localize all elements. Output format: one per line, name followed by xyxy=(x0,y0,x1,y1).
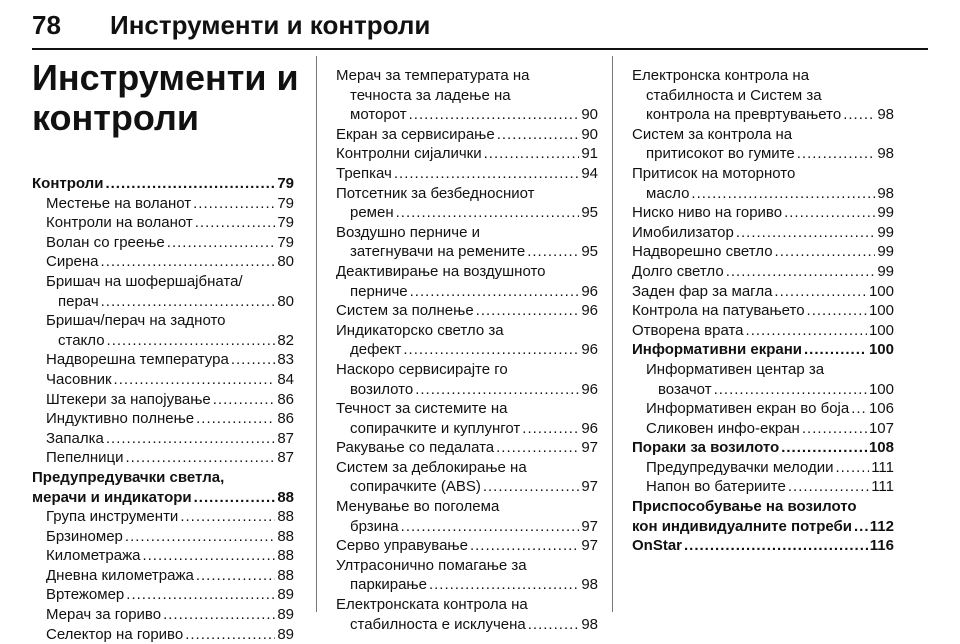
toc-entry[interactable] xyxy=(32,625,294,644)
toc-entry-label: стабилноста и Систем за xyxy=(646,86,822,104)
toc-column-1 xyxy=(32,174,294,644)
running-title: Инструменти и контроли xyxy=(110,10,431,40)
toc-entry-label: Контролни сијалички xyxy=(336,145,482,163)
toc-page-number: 86 xyxy=(277,410,294,428)
toc-entry[interactable] xyxy=(632,399,894,419)
dot-leader xyxy=(691,184,875,204)
dot-leader xyxy=(194,488,276,508)
toc-page-number: 96 xyxy=(581,302,598,320)
toc-page-number: 98 xyxy=(877,145,894,163)
dot-leader xyxy=(196,409,275,429)
toc-entry-line xyxy=(32,311,294,331)
toc-page-number: 98 xyxy=(581,576,598,594)
dot-leader xyxy=(851,399,867,419)
toc-entry-label: Информативен центар за xyxy=(646,360,825,378)
dot-leader xyxy=(193,194,275,214)
toc-entry-line xyxy=(632,86,894,106)
toc-entry-label: Ракување со педалата xyxy=(336,439,495,457)
toc-entry-line xyxy=(632,125,894,145)
dot-leader xyxy=(797,144,876,164)
toc-entry-line xyxy=(336,223,598,243)
toc-page-number: 107 xyxy=(868,419,894,437)
toc-page-number: 97 xyxy=(581,478,598,496)
dot-leader xyxy=(106,429,275,449)
toc-entry[interactable] xyxy=(32,429,294,449)
toc-page-number: 112 xyxy=(869,517,894,535)
toc-entry-label: возилото xyxy=(350,380,414,398)
toc-entry-label: Селектор на гориво xyxy=(46,625,184,643)
toc-entry-label: Деактивирање на воздушното xyxy=(336,262,546,280)
dot-leader xyxy=(126,585,275,605)
page-header xyxy=(32,0,928,52)
page-title: Инструменти и контроли xyxy=(32,57,299,138)
toc-entry-label: моторот xyxy=(350,106,407,124)
toc-entry-label: Контроли на воланот xyxy=(46,214,193,232)
toc-entry-label: Систем за полнење xyxy=(336,302,474,320)
toc-entry[interactable] xyxy=(632,282,894,302)
toc-page-number: 97 xyxy=(581,517,598,535)
toc-page-number: 90 xyxy=(581,106,598,124)
toc-page-number: 79 xyxy=(277,214,294,232)
dot-leader xyxy=(684,536,868,556)
dot-leader xyxy=(180,507,275,527)
toc-page-number: 89 xyxy=(277,625,294,643)
toc-entry-label: дефект xyxy=(350,341,402,359)
toc-entry-label: стакло xyxy=(58,331,105,349)
toc-page-number: 97 xyxy=(581,439,598,457)
toc-page-number: 88 xyxy=(277,547,294,565)
toc-entry[interactable] xyxy=(632,184,894,204)
dot-leader xyxy=(101,292,276,312)
toc-entry-label: Предупредувачки светла, xyxy=(32,468,225,486)
toc-entry-label: течноста за ладење на xyxy=(350,86,511,104)
toc-entry-label: Приспособување на возилото xyxy=(632,498,857,516)
toc-entry[interactable] xyxy=(32,566,294,586)
toc-entry[interactable] xyxy=(632,242,894,262)
toc-entry[interactable] xyxy=(632,223,894,243)
toc-entry[interactable] xyxy=(336,105,598,125)
toc-entry-label: Течност за системите на xyxy=(336,400,508,418)
toc-entry-line xyxy=(32,468,294,488)
toc-entry-label: Воздушно перниче и xyxy=(336,223,480,241)
dot-leader xyxy=(775,242,876,262)
toc-entry-label: стабилноста е исклучена xyxy=(350,615,526,633)
toc-entry-label: брзина xyxy=(350,517,399,535)
toc-entry[interactable] xyxy=(32,252,294,272)
toc-page-number: 97 xyxy=(581,537,598,555)
toc-entry[interactable] xyxy=(32,488,294,508)
toc-page-number: 100 xyxy=(868,341,894,359)
toc-entry[interactable] xyxy=(336,615,598,635)
toc-page-number: 95 xyxy=(581,204,598,222)
dot-leader xyxy=(781,438,867,458)
toc-entry-line xyxy=(632,164,894,184)
toc-entry-label: Систем за деблокирање на xyxy=(336,458,527,476)
toc-page-number: 111 xyxy=(871,458,894,476)
toc-entry-label: Имобилизатор xyxy=(632,223,734,241)
toc-entry-label: Надворешна температура xyxy=(46,351,229,369)
toc-entry-line xyxy=(336,595,598,615)
toc-entry-label: затегнувачи на ремените xyxy=(350,243,526,261)
dot-leader xyxy=(410,282,580,302)
toc-entry-label: Сирена xyxy=(46,253,99,271)
toc-entry-label: Екран за сервисирање xyxy=(336,125,495,143)
toc-entry[interactable] xyxy=(336,125,598,145)
toc-entry-label: Предупредувачки мелодии xyxy=(646,458,834,476)
toc-entry-label: Часовник xyxy=(46,370,112,388)
toc-entry[interactable] xyxy=(32,585,294,605)
toc-page-number: 82 xyxy=(277,331,294,349)
toc-entry[interactable] xyxy=(632,144,894,164)
dot-leader xyxy=(804,340,867,360)
toc-entry-label: Група инструменти xyxy=(46,508,179,526)
toc-entry-line xyxy=(336,321,598,341)
toc-entry-label: контрола на превртувањето xyxy=(646,106,842,124)
toc-entry-label: притисокот во гумите xyxy=(646,145,795,163)
toc-entry-label: Потсетник за безбедносниот xyxy=(336,184,535,202)
toc-entry-label: Серво управување xyxy=(336,537,468,555)
toc-entry-label: Мерач за температурата на xyxy=(336,67,530,84)
toc-entry-label: сопирачките и куплунгот xyxy=(350,419,521,437)
toc-entry-line xyxy=(336,262,598,282)
toc-entry[interactable] xyxy=(632,321,894,341)
dot-leader xyxy=(185,625,275,644)
toc-entry-label: Напон во батериите xyxy=(646,478,786,496)
toc-page-number: 100 xyxy=(868,302,894,320)
toc-entry-label: ремен xyxy=(350,204,394,222)
toc-entry[interactable] xyxy=(32,448,294,468)
toc-entry-line xyxy=(336,399,598,419)
dot-leader xyxy=(401,517,580,537)
toc-page-number: 111 xyxy=(871,478,894,496)
toc-entry[interactable] xyxy=(336,517,598,537)
toc-page-number: 79 xyxy=(277,175,294,192)
toc-entry[interactable] xyxy=(32,174,294,194)
toc-entry-label: Информативен екран во боја xyxy=(646,400,850,418)
toc-entry[interactable] xyxy=(336,164,598,184)
toc-entry[interactable] xyxy=(32,331,294,351)
toc-entry[interactable] xyxy=(32,350,294,370)
toc-entry-label: Долго светло xyxy=(632,262,724,280)
toc-entry-label: Вртежомер xyxy=(46,586,125,604)
toc-entry[interactable] xyxy=(632,262,894,282)
toc-entry-line xyxy=(336,86,598,106)
toc-entry-label: Запалка xyxy=(46,429,104,447)
toc-entry[interactable] xyxy=(336,536,598,556)
dot-leader xyxy=(835,458,869,478)
toc-page-number: 87 xyxy=(277,429,294,447)
toc-entry[interactable] xyxy=(632,340,894,360)
toc-entry[interactable] xyxy=(336,419,598,439)
toc-entry-label: Мерач за гориво xyxy=(46,606,162,624)
dot-leader xyxy=(802,419,867,439)
toc-entry-label: сопирачките (ABS) xyxy=(350,478,481,496)
toc-entry[interactable] xyxy=(632,105,894,125)
dot-leader xyxy=(231,350,276,370)
dot-leader xyxy=(101,252,276,272)
toc-page-number: 87 xyxy=(277,449,294,467)
toc-page-number: 96 xyxy=(581,380,598,398)
toc-entry[interactable] xyxy=(32,233,294,253)
dot-leader xyxy=(403,340,579,360)
toc-entry-label: Ниско ниво на гориво xyxy=(632,204,783,222)
toc-entry-line xyxy=(632,66,894,86)
toc-page-number: 98 xyxy=(581,615,598,633)
toc-entry-label: Брзиномер xyxy=(46,527,123,545)
toc-entry-label: кон индивидуалните потреби xyxy=(632,517,853,535)
dot-leader xyxy=(107,331,276,351)
toc-entry-line xyxy=(632,360,894,380)
toc-page-number: 99 xyxy=(877,262,894,280)
toc-page-number: 94 xyxy=(581,164,598,182)
dot-leader xyxy=(429,575,579,595)
toc-entry-label: мерачи и индикатори xyxy=(32,488,192,506)
toc-page-number: 108 xyxy=(868,439,894,457)
toc-column-2 xyxy=(336,66,598,634)
toc-entry[interactable] xyxy=(336,380,598,400)
toc-entry[interactable] xyxy=(32,527,294,547)
column-divider xyxy=(612,56,613,612)
toc-entry[interactable] xyxy=(336,282,598,302)
dot-leader xyxy=(497,125,580,145)
toc-entry[interactable] xyxy=(32,605,294,625)
toc-entry-label: Индуктивно полнење xyxy=(46,410,195,428)
toc-entry-line xyxy=(632,497,894,517)
toc-entry-label: Пепелници xyxy=(46,449,124,467)
toc-entry-label: возачот xyxy=(658,380,712,398)
toc-entry-label: Ултрасонично помагање за xyxy=(336,556,527,574)
toc-page-number: 100 xyxy=(868,380,894,398)
toc-entry-line xyxy=(336,184,598,204)
toc-entry-label: Отворена врата xyxy=(632,321,744,339)
toc-entry[interactable] xyxy=(32,292,294,312)
dot-leader xyxy=(774,282,867,302)
toc-page-number: 90 xyxy=(581,125,598,143)
toc-entry-label: Бришач на шофершајбната/ xyxy=(46,272,243,290)
toc-entry[interactable] xyxy=(32,390,294,410)
toc-entry-label: Трепкач xyxy=(336,164,392,182)
toc-entry-label: OnStar xyxy=(632,537,683,555)
dot-leader xyxy=(142,546,275,566)
dot-leader xyxy=(784,203,875,223)
dot-leader xyxy=(476,301,580,321)
dot-leader xyxy=(213,390,276,410)
toc-entry[interactable] xyxy=(32,370,294,390)
toc-page-number: 99 xyxy=(877,223,894,241)
dot-leader xyxy=(746,321,867,341)
toc-page-number: 89 xyxy=(277,586,294,604)
toc-page-number: 80 xyxy=(277,253,294,271)
header-rule xyxy=(32,48,928,50)
toc-page-number: 88 xyxy=(277,566,294,584)
toc-entry[interactable] xyxy=(632,517,894,537)
toc-entry[interactable] xyxy=(336,203,598,223)
dot-leader xyxy=(496,438,579,458)
toc-entry-label: Километража xyxy=(46,547,141,565)
toc-entry-label: Наскоро сервисирајте го xyxy=(336,360,508,378)
toc-page-number: 99 xyxy=(877,204,894,222)
toc-entry[interactable] xyxy=(632,301,894,321)
dot-leader xyxy=(125,448,275,468)
toc-page-number: 100 xyxy=(868,282,894,300)
toc-page-number: 91 xyxy=(581,145,598,163)
dot-leader xyxy=(807,301,867,321)
dot-leader xyxy=(726,262,876,282)
toc-page-number: 99 xyxy=(877,243,894,261)
toc-entry-label: Местење на воланот xyxy=(46,194,192,212)
toc-entry[interactable] xyxy=(336,242,598,262)
toc-entry[interactable] xyxy=(632,477,894,497)
toc-entry[interactable] xyxy=(32,546,294,566)
dot-leader xyxy=(125,527,275,547)
toc-page-number: 96 xyxy=(581,282,598,300)
toc-page-number: 96 xyxy=(581,341,598,359)
dot-leader xyxy=(854,517,868,537)
toc-entry[interactable] xyxy=(336,477,598,497)
dot-leader xyxy=(396,203,580,223)
toc-entry-label: Информативни екрани xyxy=(632,341,803,359)
toc-page-number: 88 xyxy=(277,488,294,506)
toc-entry-label: Заден фар за магла xyxy=(632,282,773,300)
toc-page-number: 106 xyxy=(868,400,894,418)
dot-leader xyxy=(394,164,579,184)
toc-entry[interactable] xyxy=(32,409,294,429)
toc-entry[interactable] xyxy=(632,536,894,556)
dot-leader xyxy=(484,144,580,164)
toc-entry-label: Електронска контрола на xyxy=(632,67,810,84)
dot-leader xyxy=(114,370,276,390)
dot-leader xyxy=(736,223,875,243)
toc-entry-line xyxy=(336,497,598,517)
toc-entry[interactable] xyxy=(632,380,894,400)
toc-entry-label: Бришач/перач на задното xyxy=(46,312,226,330)
toc-entry[interactable] xyxy=(336,301,598,321)
dot-leader xyxy=(415,380,579,400)
dot-leader xyxy=(196,566,275,586)
toc-entry[interactable] xyxy=(632,458,894,478)
dot-leader xyxy=(528,615,580,635)
toc-page-number: 88 xyxy=(277,508,294,526)
toc-entry[interactable] xyxy=(632,438,894,458)
toc-entry-label: Индикаторско светло за xyxy=(336,321,504,339)
toc-entry-label: Волан со греење xyxy=(46,233,165,251)
toc-entry-label: Дневна километража xyxy=(46,566,194,584)
toc-entry-label: Надворешно светло xyxy=(632,243,773,261)
toc-entry-label: Пораки за возилото xyxy=(632,439,780,457)
toc-page-number: 83 xyxy=(277,351,294,369)
toc-page-number: 96 xyxy=(581,419,598,437)
toc-entry-label: Систем за контрола на xyxy=(632,125,793,143)
toc-page-number: 79 xyxy=(277,194,294,212)
toc-entry[interactable] xyxy=(336,144,598,164)
toc-entry-label: Менување во поголема xyxy=(336,498,500,516)
toc-entry-line xyxy=(336,66,598,86)
toc-entry-label: масло xyxy=(646,184,690,202)
toc-page-number: 95 xyxy=(581,243,598,261)
toc-entry[interactable] xyxy=(632,203,894,223)
toc-entry-label: Контроли xyxy=(32,175,104,192)
toc-page-number: 116 xyxy=(869,537,894,555)
toc-entry[interactable] xyxy=(32,194,294,214)
toc-page-number: 88 xyxy=(277,527,294,545)
dot-leader xyxy=(195,213,276,233)
toc-entry[interactable] xyxy=(336,575,598,595)
toc-entry-label: Штекери за напојување xyxy=(46,390,211,408)
toc-entry-label: перниче xyxy=(350,282,408,300)
dot-leader xyxy=(409,105,580,125)
dot-leader xyxy=(163,605,275,625)
column-divider xyxy=(316,56,317,612)
toc-entry-label: Контрола на патувањето xyxy=(632,302,805,320)
toc-entry-label: перач xyxy=(58,292,99,310)
dot-leader xyxy=(167,233,276,253)
toc-entry-line xyxy=(336,458,598,478)
dot-leader xyxy=(522,419,579,439)
dot-leader xyxy=(714,380,867,400)
toc-page-number: 79 xyxy=(277,233,294,251)
toc-entry[interactable] xyxy=(336,438,598,458)
toc-entry[interactable] xyxy=(32,507,294,527)
toc-entry[interactable] xyxy=(336,340,598,360)
toc-entry-label: Електронската контрола на xyxy=(336,596,528,614)
toc-entry-label: Сликовен инфо-екран xyxy=(646,419,800,437)
toc-page-number: 84 xyxy=(277,370,294,388)
dot-leader xyxy=(788,477,869,497)
toc-column-3 xyxy=(632,66,894,556)
toc-page-number: 80 xyxy=(277,292,294,310)
toc-page-number: 89 xyxy=(277,606,294,624)
toc-entry-line xyxy=(336,360,598,380)
dot-leader xyxy=(527,242,579,262)
toc-entry[interactable] xyxy=(32,213,294,233)
toc-entry[interactable] xyxy=(632,419,894,439)
toc-entry-label: Притисок на моторното xyxy=(632,164,796,182)
dot-leader xyxy=(483,477,579,497)
toc-page-number: 98 xyxy=(877,106,894,124)
page-number: 78 xyxy=(32,10,61,40)
dot-leader xyxy=(105,174,275,194)
toc-entry-line xyxy=(336,556,598,576)
toc-page-number: 100 xyxy=(868,321,894,339)
toc-entry-line xyxy=(32,272,294,292)
toc-page-number: 98 xyxy=(877,184,894,202)
dot-leader xyxy=(843,105,875,125)
toc-page-number: 86 xyxy=(277,390,294,408)
dot-leader xyxy=(470,536,579,556)
toc-entry-label: паркирање xyxy=(350,576,427,594)
